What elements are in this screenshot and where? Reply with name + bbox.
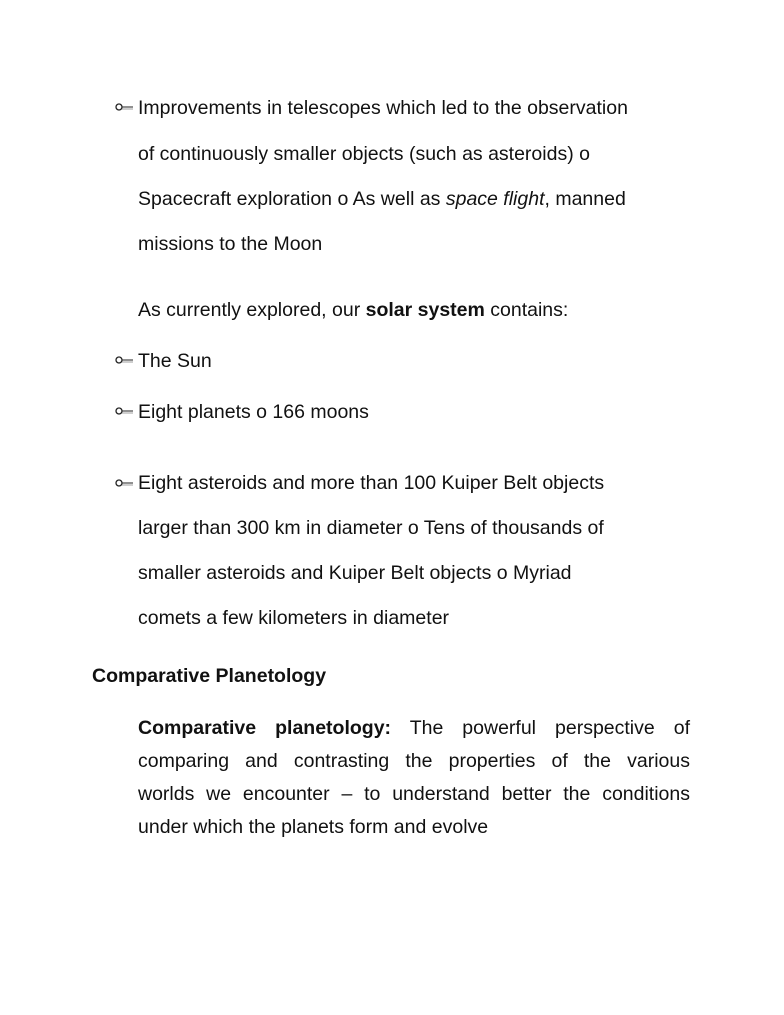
text-span: The powerful perspective of — [391, 717, 690, 739]
emphasis-text: space flight — [445, 188, 545, 210]
text-span: Spacecraft exploration o As well as — [138, 188, 446, 210]
paragraph-line: under which the planets form and evolve — [138, 816, 489, 838]
list-item-line: larger than 300 km in diameter o Tens of thousands of — [138, 517, 604, 539]
bold-term: solar system — [365, 299, 485, 321]
text-span: , manned — [544, 188, 626, 210]
paragraph-line: comparing and contrasting the properties of the various — [138, 750, 690, 772]
list-item-line: comets a few kilometers in diameter — [138, 607, 450, 629]
list-item-line: of continuously smaller objects (such as asteroids) o — [138, 143, 590, 165]
list-item-line: Eight planets o 166 moons — [138, 401, 369, 423]
definition-paragraph — [138, 712, 690, 844]
list-bullet-icon — [114, 354, 134, 366]
list-bullet-icon — [114, 405, 134, 417]
list-bullet-icon — [114, 477, 134, 489]
list-item-line: Eight asteroids and more than 100 Kuiper Belt objects — [138, 472, 605, 494]
list-item-line: Improvements in telescopes which led to the observation — [138, 97, 628, 119]
list-item-line: missions to the Moon — [138, 233, 323, 255]
list-item-line: The Sun — [138, 350, 212, 372]
list-item-line: smaller asteroids and Kuiper Belt objects o Myriad — [138, 562, 572, 584]
section-heading: Comparative Planetology — [92, 665, 327, 687]
list-bullet-icon — [114, 101, 134, 113]
bold-term: Comparative planetology: — [138, 717, 392, 739]
text-span: As currently explored, our — [138, 299, 366, 321]
list-item-line — [138, 187, 626, 211]
paragraph-line: worlds we encounter – to understand better the conditions — [138, 783, 690, 805]
paragraph-line — [138, 712, 690, 745]
text-span: contains: — [484, 299, 569, 321]
intro-line — [138, 298, 568, 322]
